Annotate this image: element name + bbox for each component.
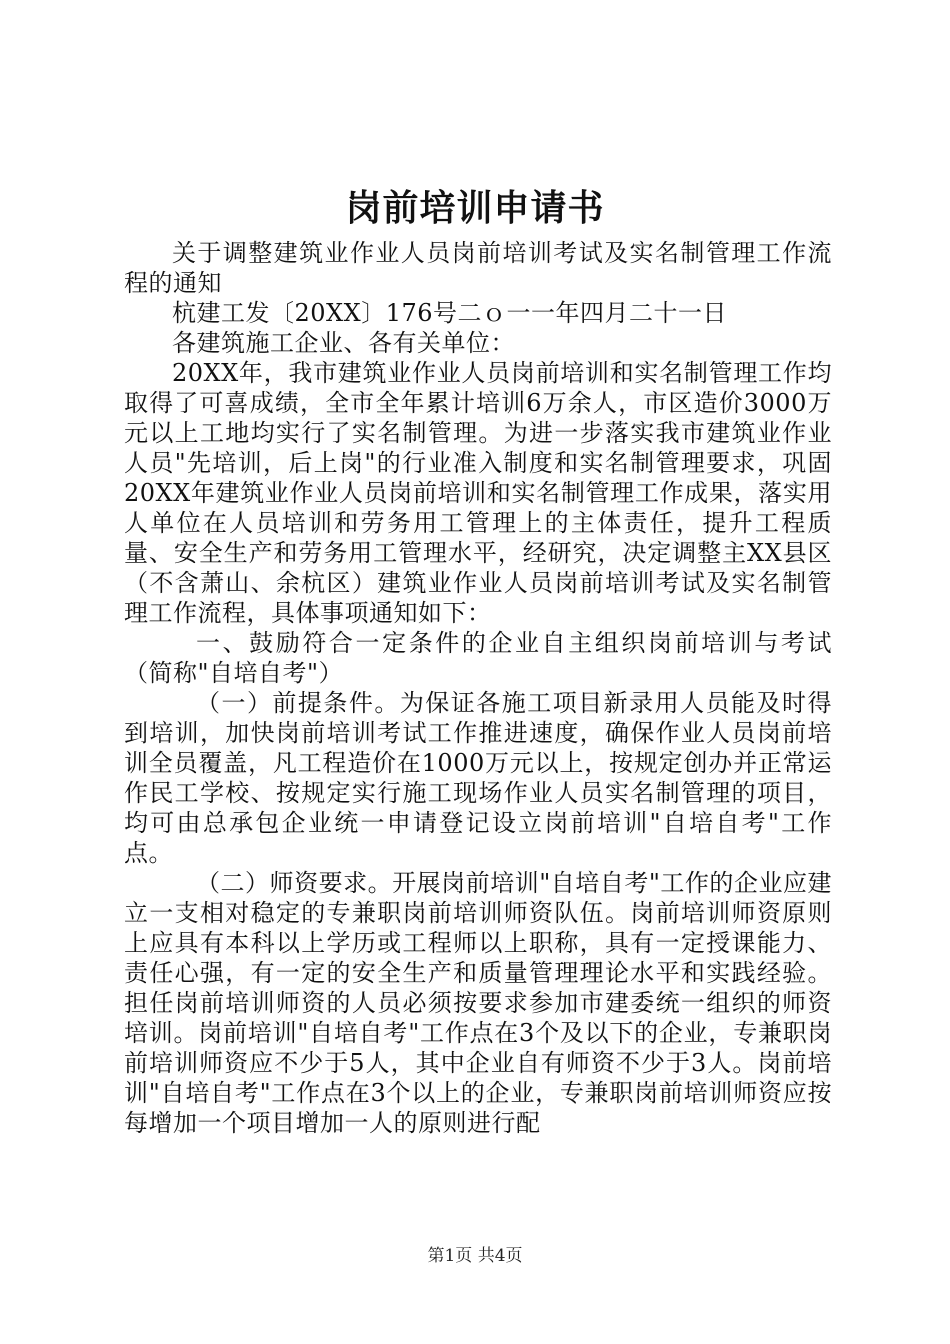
notice-heading: 关于调整建筑业作业人员岗前培训考试及实名制管理工作流程的通知 <box>124 239 832 297</box>
document-body <box>124 238 832 1138</box>
addressee-line: 各建筑施工企业、各有关单位： <box>172 329 515 357</box>
intro-paragraph: 20XX年，我市建筑业作业人员岗前培训和实名制管理工作均取得了可喜成绩，全市全年累计培训6万余人，市区造价3000万元以上工地均实行了实名制管理。为进一步落实我市建筑业作业人员"先培训，后上岗"的行业准入制度和实名制管理要求，巩固20XX年建筑业作业人员岗前培训和实名制管理工作成果，落实用人单位在人员培训和劳务用工管理上的主体责任，提升工程质量、安全生产和劳务用工管理水平，经研究，决定调整主XX县区（不含萧山、余杭区）建筑业作业人员岗前培训考试及实名制管理工作流程，具体事项通知如下： <box>124 359 832 627</box>
page-footer: 第1页 共4页 <box>427 1246 523 1266</box>
document-title: 岗前培训申请书 <box>345 187 605 229</box>
subsection-prerequisites: （一）前提条件。为保证各施工项目新录用人员能及时得到培训，加快岗前培训考试工作推进速度，确保作业人员岗前培训全员覆盖，凡工程造价在1000万元以上，按规定创办并正常运作民工学校、按规定实行施工现场作业人员实名制管理的项目，均可由总承包企业统一申请登记设立岗前培训"自培自考"工作点。 <box>124 689 832 867</box>
subsection-teacher-requirements: （二）师资要求。开展岗前培训"自培自考"工作的企业应建立一支相对稳定的专兼职岗前培训师资队伍。岗前培训师资原则上应具有本科以上学历或工程师以上职称，具有一定授课能力、责任心强，有一定的安全生产和质量管理理论水平和实践经验。担任岗前培训师资的人员必须按要求参加市建委统一组织的师资培训。岗前培训"自培自考"工作点在3个及以下的企业，专兼职岗前培训师资应不少于5人，其中企业自有师资不少于3人。岗前培训"自培自考"工作点在3个以上的企业，专兼职岗前培训师资应按每增加一个项目增加一人的原则进行配 <box>124 869 832 1137</box>
section-heading-1: 一、鼓励符合一定条件的企业自主组织岗前培训与考试（简称"自培自考"） <box>124 629 832 687</box>
document-reference: 杭建工发〔20XX〕176号二ｏ一一年四月二十一日 <box>172 299 728 327</box>
